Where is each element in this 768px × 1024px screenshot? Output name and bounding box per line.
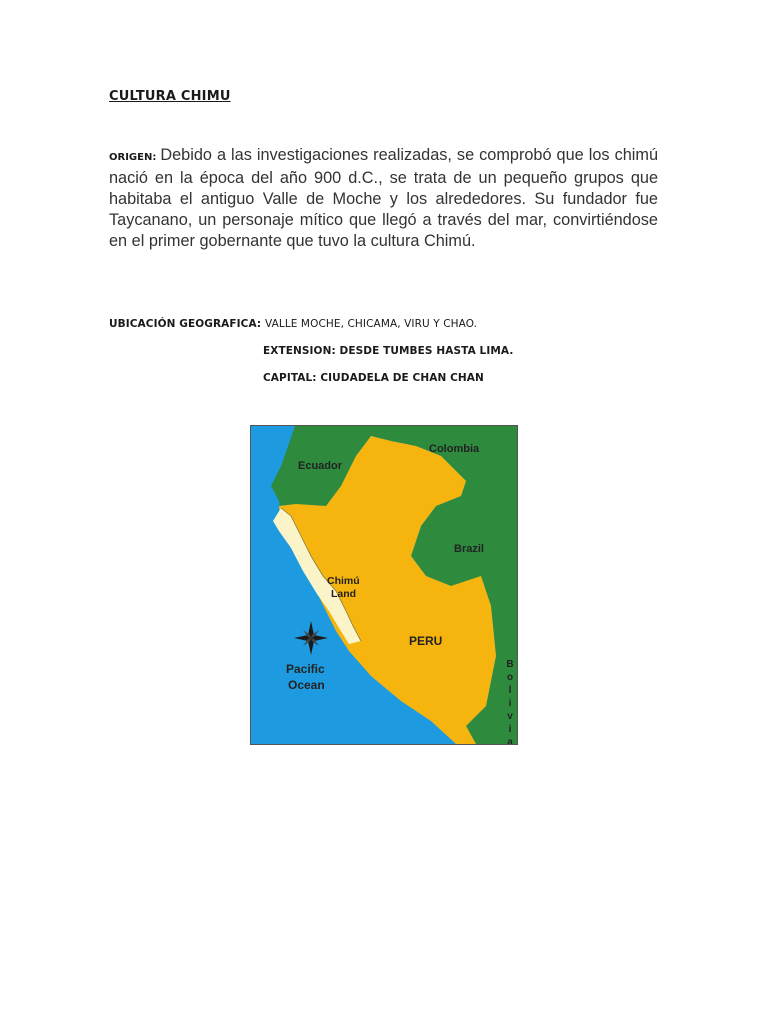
origen-text: Debido a las investigaciones realizadas, se comprobó que los chimú nació en la época del año 900 d.C., se trata de un pequeño grupos que habitaba el antiguo Valle de Moche y los alrededores. Su fundador fue Taycanano, un personaje mítico que llegó a través del mar, convirtiéndose en el primer gobernante que tuvo la cultura Chimú.: [109, 146, 658, 250]
label-chimu-line2: Land: [331, 588, 357, 600]
label-colombia: Colombia: [429, 443, 480, 455]
label-pacific-line2: Ocean: [288, 678, 325, 692]
extension-line: EXTENSION: DESDE TUMBES HASTA LIMA.: [263, 345, 514, 357]
label-brazil: Brazil: [454, 543, 484, 555]
label-peru: PERU: [409, 634, 443, 648]
label-bolivia-letter: o: [506, 672, 514, 683]
document-title: CULTURA CHIMU: [109, 89, 231, 104]
label-bolivia-letter: i: [508, 698, 512, 709]
ubicacion-label: UBICACIÓN GEOGRAFICA:: [109, 318, 262, 330]
label-ecuador: Ecuador: [298, 460, 343, 472]
capital-line: CAPITAL: CIUDADELA DE CHAN CHAN: [263, 372, 484, 384]
ubicacion-value: VALLE MOCHE, CHICAMA, VIRU Y CHAO.: [264, 318, 478, 330]
label-bolivia-letter: a: [507, 737, 513, 744]
label-bolivia-letter: v: [507, 711, 513, 722]
map-svg: [251, 426, 517, 744]
ubicacion-line: [109, 318, 477, 330]
label-bolivia-letter: B: [506, 659, 514, 670]
origen-paragraph: [109, 145, 658, 252]
label-chimu-line1: Chimú: [327, 575, 360, 587]
label-pacific-line1: Pacific: [286, 662, 325, 676]
origen-label: ORIGEN:: [109, 152, 157, 163]
chimu-map: [250, 425, 518, 745]
label-bolivia-letter: i: [508, 724, 512, 735]
label-bolivia-letter: l: [508, 685, 512, 696]
